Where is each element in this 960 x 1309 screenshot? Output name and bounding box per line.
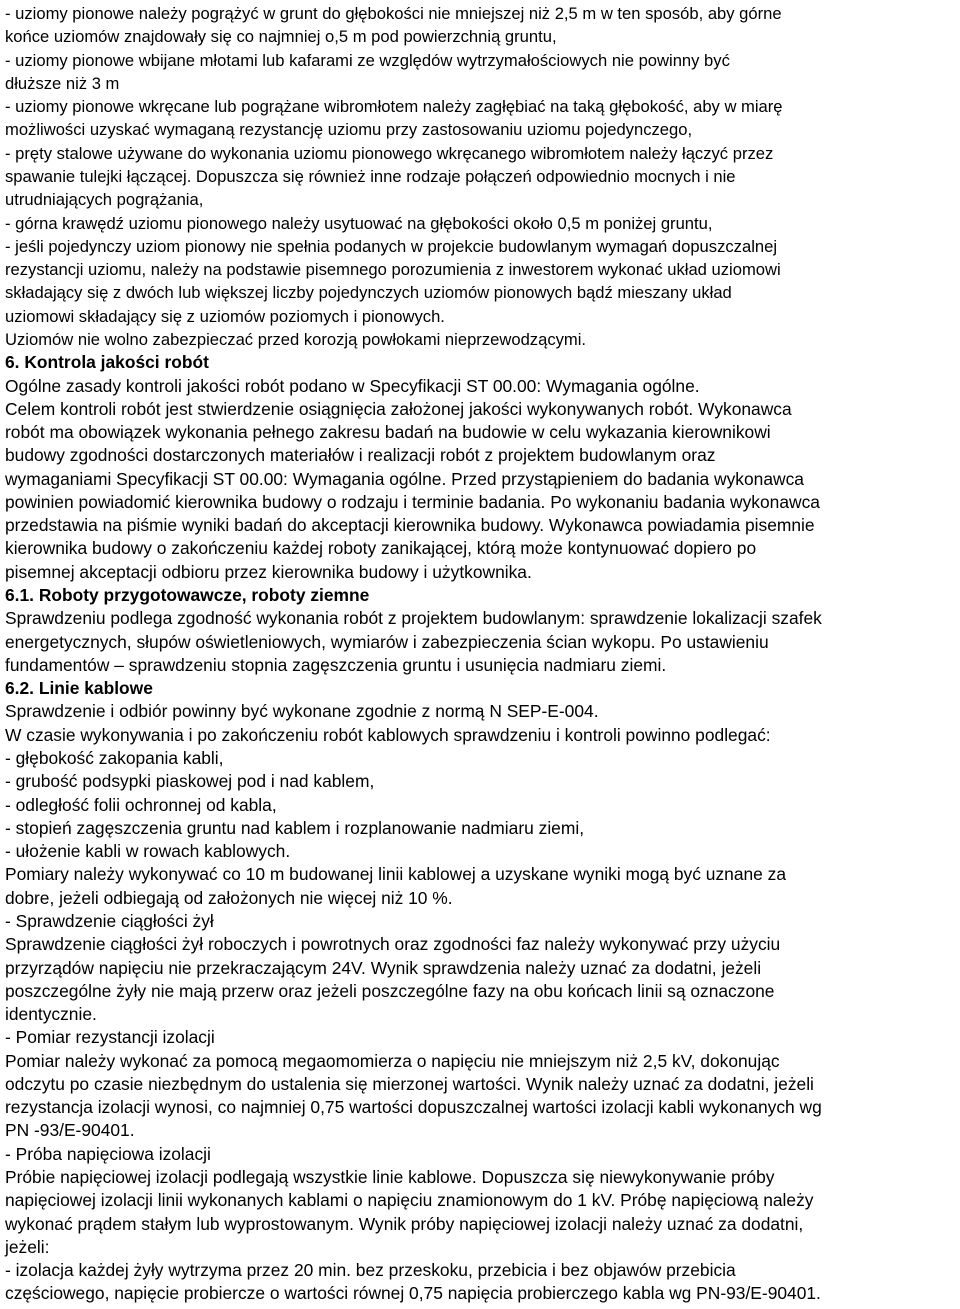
text-line: - pręty stalowe używane do wykonania uziomu pionowego wkręcanego wibromłotem należy łączyć przez — [5, 143, 774, 163]
text-line: napięciowej izolacji linii wykonanych kablami o napięciu znamionowym do 1 kV. Próbę napięciową należy — [5, 1190, 814, 1211]
text-line: Ogólne zasady kontroli jakości robót podano w Specyfikacji ST 00.00: Wymagania ogólne. — [5, 375, 700, 396]
text-line: - Pomiar rezystancji izolacji — [5, 1027, 215, 1048]
section-heading-6-2: 6.2. Linie kablowe — [5, 678, 153, 699]
text-line: - jeśli pojedynczy uziom pionowy nie spełnia podanych w projekcie budowlanym wymagań dopuszczalnej — [5, 236, 778, 256]
text-line: - Sprawdzenie ciągłości żył — [5, 910, 214, 931]
text-line: przedstawia na piśmie wyniki badań do akceptacji kierownika budowy. Wykonawca powiadamia pisemnie — [5, 515, 815, 536]
text-line: robót ma obowiązek wykonania pełnego zakresu badań na budowie w celu wykazania kierownikowi — [5, 422, 771, 442]
text-line: budowy zgodności dostarczonych materiałów i realizacji robót z projektem budowlanym oraz — [5, 445, 716, 466]
text-line: W czasie wykonywania i po zakończeniu robót kablowych sprawdzeniu i kontroli powinno podlegać: — [5, 724, 771, 745]
text-line: rezystancja izolacji wynosi, co najmniej 0,75 wartości dopuszczalnej wartości izolacji kabli wykonanych wg — [5, 1097, 822, 1118]
text-line: - głębokość zakopania kabli, — [5, 748, 224, 768]
text-line: rezystancji uziomu, należy na podstawie pisemnego porozumienia z inwestorem wykonać układ uziomowi — [5, 260, 781, 280]
text-line: uziomowi składający się z uziomów poziomych i pionowych. — [5, 306, 445, 326]
text-line: Sprawdzeniu podlega zgodność wykonania robót z projektem budowlanym: sprawdzenie lokalizacji szafek — [5, 608, 822, 629]
text-line: Sprawdzenie i odbiór powinny być wykonane zgodnie z normą N SEP-E-004. — [5, 701, 599, 722]
text-line: Pomiar należy wykonać za pomocą megaomomierza o napięciu nie mniejszym niż 2,5 kV, dokonując — [5, 1050, 780, 1071]
text-line: - Próba napięciowa izolacji — [5, 1143, 211, 1164]
text-line: - stopień zagęszczenia gruntu nad kablem i rozplanowanie nadmiaru ziemi, — [5, 817, 585, 838]
text-line: utrudniających pogrążania, — [5, 190, 204, 210]
text-line: energetycznych, słupów oświetleniowych, wymiarów i zabezpieczenia ścian wykopu. Po ustawieniu — [5, 631, 769, 652]
text-line: Celem kontroli robót jest stwierdzenie osiągnięcia założonej jakości wykonywanych robót. Wykonawca — [5, 398, 792, 419]
text-line: odczytu po czasie niezbędnym do ustalenia się mierzonej wartości. Wynik należy uznać za dodatni, jeżeli — [5, 1073, 814, 1094]
text-line: Uziomów nie wolno zabezpieczać przed korozją powłokami nieprzewodzącymi. — [5, 329, 587, 349]
text-line: jeżeli: — [5, 1236, 50, 1257]
text-line: składający się z dwóch lub większej liczby pojedynczych uziomów pionowych bądź mieszany układ — [5, 283, 732, 303]
text-line: - grubość podsypki piaskowej pod i nad kablem, — [5, 771, 375, 792]
text-line: - uziomy pionowe wbijane młotami lub kafarami ze względów wytrzymałościowych nie powinny być — [5, 50, 730, 70]
text-line: wykonać prądem stałym lub wyprostowanym. Wynik próby napięciowej izolacji należy uznać za dodatni, — [5, 1213, 804, 1234]
text-line: Sprawdzenie ciągłości żył roboczych i powrotnych oraz zgodności faz należy wykonywać przy użyciu — [5, 934, 781, 955]
text-line: poszczególne żyły nie mają przerw oraz jeżeli poszczególne fazy na obu końcach linii są oznaczone — [5, 980, 775, 1001]
text-line: końce uziomów znajdowały się co najmniej o,5 m pod powierzchnią gruntu, — [5, 27, 557, 47]
text-line: wymaganiami Specyfikacji ST 00.00: Wymagania ogólne. Przed przystąpieniem do badania wykonawca — [5, 468, 804, 489]
text-line: Pomiary należy wykonywać co 10 m budowanej linii kablowej a uzyskane wyniki mogą być uznane za — [5, 864, 787, 885]
text-line: - górna krawędź uziomu pionowego należy usytuować na głębokości około 0,5 m poniżej gruntu, — [5, 213, 713, 233]
text-line: możliwości uzyskać wymaganą rezystancję uziomu przy zastosowaniu uziomu pojedynczego, — [5, 120, 693, 140]
text-line: - odległość folii ochronnej od kabla, — [5, 794, 277, 815]
section-heading-6: 6. Kontrola jakości robót — [5, 352, 209, 373]
text-line: identycznie. — [5, 1004, 97, 1024]
text-line: - uziomy pionowe wkręcane lub pogrążane wibromłotem należy zagłębiać na taką głębokość, aby w miarę — [5, 97, 783, 117]
text-line: powinien powiadomić kierownika budowy o rodzaju i terminie badania. Po wykonaniu badania wykonawca — [5, 491, 820, 512]
text-line: - ułożenie kabli w rowach kablowych. — [5, 841, 291, 862]
text-line: przyrządów napięciu nie przekraczającym 24V. Wynik sprawdzenia należy uznać za dodatni, jeżeli — [5, 957, 762, 978]
text-line: dobre, jeżeli odbiegają od założonych nie więcej niż 10 %. — [5, 887, 453, 908]
text-line: - izolacja każdej żyły wytrzyma przez 20 min. bez przeskoku, przebicia i bez objawów przebicia — [5, 1260, 736, 1281]
section-heading-6-1: 6.1. Roboty przygotowawcze, roboty ziemne — [5, 585, 370, 605]
text-line: Próbie napięciowej izolacji podlegają wszystkie linie kablowe. Dopuszcza się niewykonywanie próby — [5, 1167, 775, 1187]
text-line: kierownika budowy o zakończeniu każdej roboty zanikającej, którą może kontynuować dopiero po — [5, 538, 757, 559]
text-line: częściowego, napięcie probiercze o wartości równej 0,75 napięcia probierczego kabla wg PN-93/E-90401. — [5, 1283, 821, 1304]
text-line: pisemnej akceptacji odbioru przez kierownika budowy i użytkownika. — [5, 561, 532, 582]
text-line: PN -93/E-90401. — [5, 1120, 135, 1141]
text-line: - uziomy pionowe należy pogrążyć w grunt do głębokości nie mniejszej niż 2,5 m w ten sposób, aby górne — [5, 4, 782, 23]
text-line: spawanie tulejki łączącej. Dopuszcza się również inne rodzaje połączeń odpowiednio mocnych i nie — [5, 167, 736, 186]
text-line: dłuższe niż 3 m — [5, 73, 120, 93]
text-line: fundamentów – sprawdzeniu stopnia zagęszczenia gruntu i usunięcia nadmiaru ziemi. — [5, 654, 667, 675]
